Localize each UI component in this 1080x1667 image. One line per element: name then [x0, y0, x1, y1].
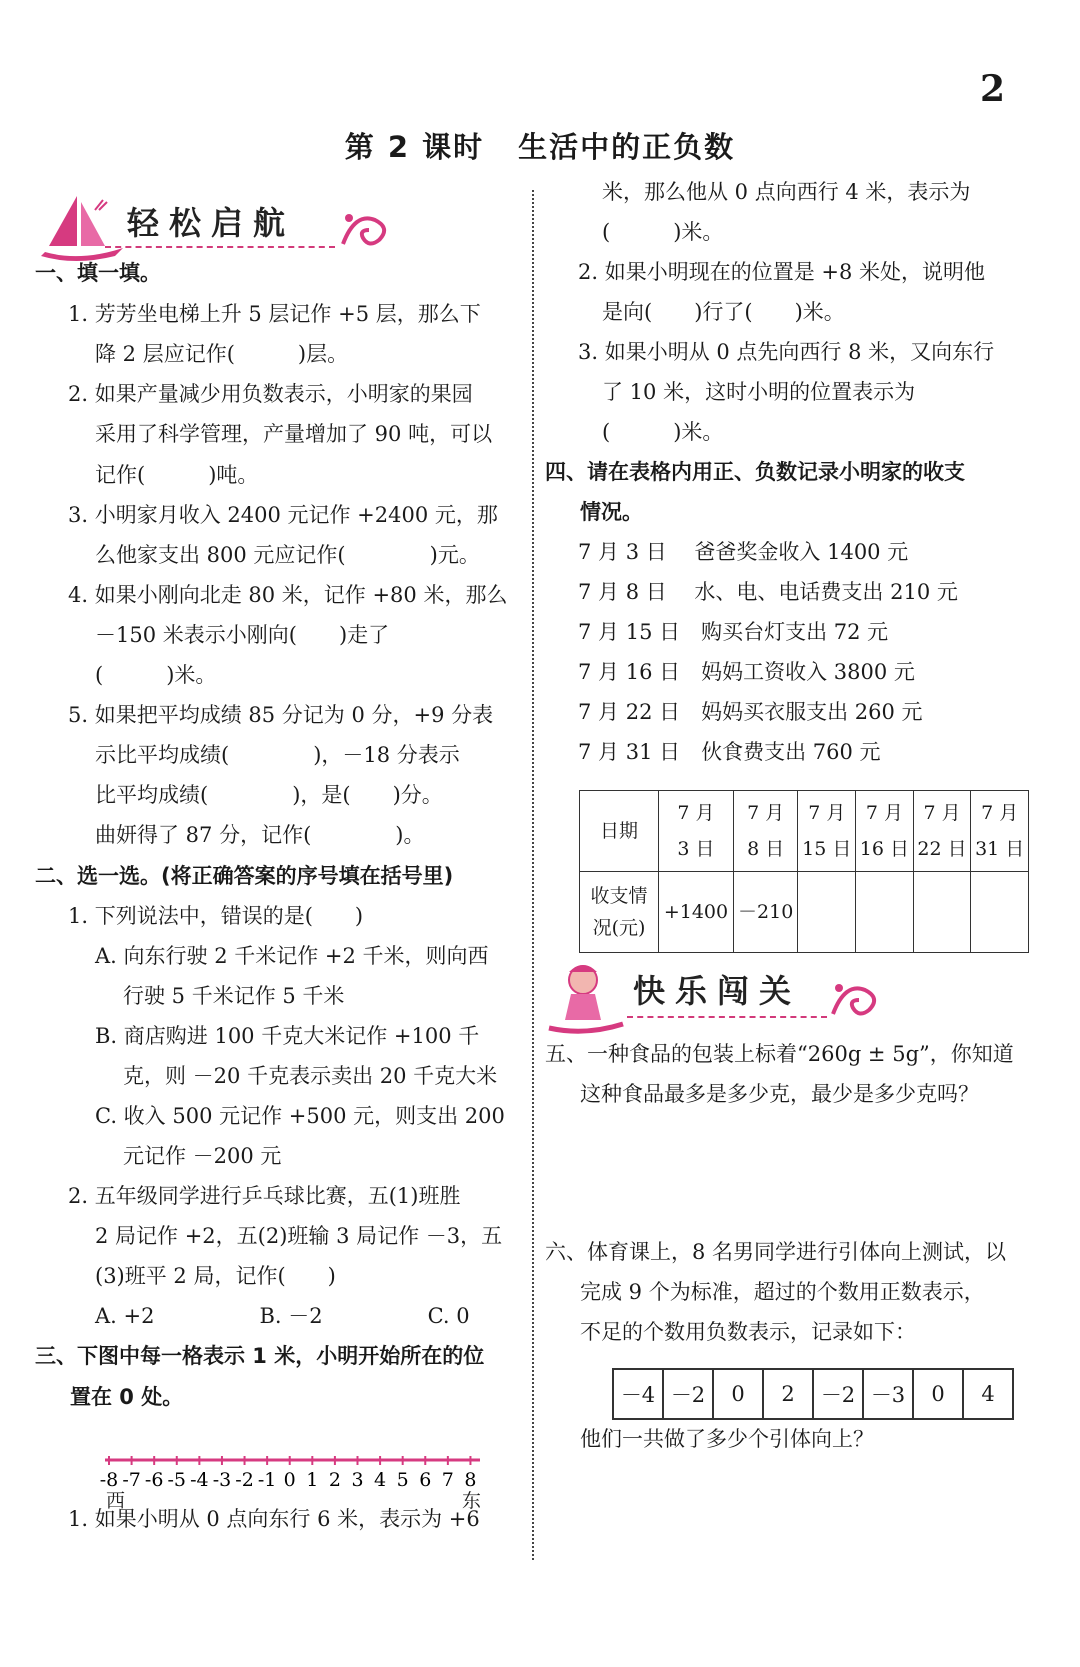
date-line: 7 月: [808, 802, 846, 824]
number-line-label: -8: [99, 1469, 119, 1491]
left-text-line: 1. 下列说法中，错误的是( ): [68, 904, 364, 928]
banner-title-2: 快乐闯关: [633, 972, 802, 1010]
right-text-line: ( )米。: [602, 420, 724, 444]
value-cell: －210: [733, 872, 798, 953]
number-line-label: -3: [212, 1469, 232, 1491]
value-cell: [798, 872, 856, 953]
right-text-line: 3. 如果小明从 0 点先向西行 8 米，又向东行: [578, 340, 995, 364]
left-text-line: 4. 如果小刚向北走 80 米，记作 +80 米，那么: [68, 583, 508, 607]
right-text-line: 7 月 15 日 购买台灯支出 72 元: [578, 620, 889, 644]
right-text-line: 7 月 8 日 水、电、电话费支出 210 元: [578, 580, 958, 604]
number-line-label: 4: [374, 1469, 387, 1491]
date-line: 3 日: [677, 838, 715, 860]
pullup-cell: 4: [963, 1369, 1013, 1419]
date-line: 7 月: [677, 802, 715, 824]
right-text-line: 米，那么他从 0 点向西行 4 米，表示为: [602, 180, 971, 204]
date-line: 31 日: [975, 838, 1025, 860]
right-text-line: 7 月 3 日 爸爸奖金收入 1400 元: [578, 540, 909, 564]
lesson-number: 第 2 课时: [344, 130, 485, 164]
date-cell: [856, 791, 914, 872]
income-expense-table: [579, 790, 1029, 953]
banner-wave-2: [627, 1016, 827, 1024]
right-text-line: 7 月 31 日 伙食费支出 760 元: [578, 740, 881, 764]
pullup-cell: 2: [763, 1369, 813, 1419]
value-cell: [913, 872, 971, 953]
number-line-label: 3: [351, 1469, 364, 1491]
lesson-topic: 生活中的正负数: [518, 130, 736, 164]
date-line: 7 月: [923, 802, 961, 824]
right-text-line: 这种食品最多是多少克，最少是多少克吗？: [580, 1082, 979, 1106]
left-text-line: 么他家支出 800 元应记作( )元。: [95, 543, 480, 567]
number-line: [99, 1456, 480, 1496]
left-text-line: 比平均成绩( )，是( )分。: [95, 783, 443, 807]
number-line-label: -1: [257, 1469, 277, 1491]
left-text-line: 采用了科学管理，产量增加了 90 吨，可以: [95, 422, 493, 446]
table-value-row: [580, 872, 1029, 953]
left-text-line: 行驶 5 千米记作 5 千米: [123, 984, 345, 1008]
left-text-line: 1. 如果小明从 0 点向东行 6 米，表示为 +6: [68, 1507, 480, 1531]
number-line-label: -4: [190, 1469, 209, 1491]
left-text-line: A. 向东行驶 2 千米记作 +2 千米，则向西: [95, 944, 489, 968]
left-text-line: A. +2 B. －2 C. 0: [95, 1304, 470, 1328]
left-text-line: 2 局记作 +2，五(2)班输 3 局记作 －3，五: [95, 1224, 503, 1248]
left-text-line: 示比平均成绩( )，－18 分表示: [95, 743, 460, 767]
date-header: 日期: [580, 791, 659, 872]
right-text-line: 是向( )行了( )米。: [602, 300, 845, 324]
value-cell: [856, 872, 914, 953]
date-cell: [798, 791, 856, 872]
west-label: 西: [106, 1490, 126, 1512]
banner-wave: [105, 246, 335, 254]
date-cell: [733, 791, 798, 872]
date-line: 7 月: [865, 802, 903, 824]
right-text-line: 7 月 16 日 妈妈工资收入 3800 元: [578, 660, 915, 684]
date-line: 8 日: [747, 838, 785, 860]
left-section-heading: 三、下图中每一格表示 1 米，小明开始所在的位: [35, 1344, 485, 1368]
swirl-flourish-icon: [335, 204, 395, 254]
right-text-line: 了 10 米，这时小明的位置表示为: [602, 380, 916, 404]
right-text-line: 不足的个数用负数表示，记录如下：: [580, 1320, 916, 1344]
left-section-heading: 二、选一选。(将正确答案的序号填在括号里): [35, 864, 454, 888]
pullup-cell: －3: [863, 1369, 913, 1419]
number-line-axis: [99, 1456, 480, 1496]
value-cell: +1400: [659, 872, 734, 953]
banner-title: 轻松启航: [127, 204, 296, 242]
number-line-label: 5: [396, 1469, 409, 1491]
page-number: 2: [980, 68, 1006, 110]
number-line-label: 8: [464, 1469, 477, 1491]
right-section-heading: 四、请在表格内用正、负数记录小明家的收支: [545, 460, 965, 484]
left-text-line: 记作( )吨。: [95, 463, 259, 487]
row-label-line: 收支情: [590, 885, 648, 907]
pullup-cell: －2: [663, 1369, 713, 1419]
date-cell: [913, 791, 971, 872]
pullup-cell: 0: [913, 1369, 963, 1419]
left-text-line: B. 商店购进 100 千克大米记作 +100 千: [95, 1024, 480, 1048]
date-line: 15 日: [802, 838, 852, 860]
left-text-line: ( )米。: [95, 663, 217, 687]
right-text-line: 五、一种食品的包装上标着“260g ± 5g”，你知道: [545, 1042, 1014, 1066]
right-text-line: 六、体育课上，8 名男同学进行引体向上测试，以: [545, 1240, 1007, 1264]
pullup-cell: 0: [713, 1369, 763, 1419]
left-text-line: 曲妍得了 87 分，记作( )。: [95, 823, 425, 847]
row-label: [580, 872, 659, 953]
pullup-table: [612, 1368, 1014, 1420]
number-line-label: -7: [122, 1469, 141, 1491]
table-header-row: [580, 791, 1029, 872]
left-text-line: 克，则 －20 千克表示卖出 20 千克大米: [123, 1064, 498, 1088]
row-label-line: 况(元): [592, 917, 646, 939]
number-line-label: -5: [167, 1469, 187, 1491]
value-cell: [971, 872, 1029, 953]
child-character-icon: [545, 958, 625, 1036]
left-text-line: 3. 小明家月收入 2400 元记作 +2400 元，那: [68, 503, 498, 527]
left-text-line: 5. 如果把平均成绩 85 分记为 0 分，+9 分表: [68, 703, 494, 727]
banner-happy-challenge: [545, 958, 885, 1040]
date-line: 7 月: [747, 802, 785, 824]
date-line: 16 日: [859, 838, 910, 860]
date-cell: [971, 791, 1029, 872]
number-line-label: 6: [419, 1469, 432, 1491]
left-section-heading: 置在 0 处。: [70, 1385, 184, 1409]
right-text-line: ( )米。: [602, 220, 724, 244]
date-line: 7 月: [981, 802, 1019, 824]
right-text-line: 2. 如果小明现在的位置是 +8 米处，说明他: [578, 260, 986, 284]
left-text-line: －150 米表示小刚向( )走了: [95, 623, 390, 647]
right-text-line: 完成 9 个为标准，超过的个数用正数表示，: [580, 1280, 985, 1304]
pullup-cell: －2: [813, 1369, 863, 1419]
pullup-row: [613, 1369, 1013, 1419]
left-text-line: C. 收入 500 元记作 +500 元，则支出 200: [95, 1104, 505, 1128]
pullup-cell: －4: [613, 1369, 663, 1419]
left-text-line: 2. 五年级同学进行乒乓球比赛，五(1)班胜: [68, 1184, 461, 1208]
number-line-label: 2: [328, 1469, 341, 1491]
number-line-label: -6: [144, 1469, 164, 1491]
date-cell: [659, 791, 734, 872]
left-text-line: 降 2 层应记作( )层。: [95, 342, 349, 366]
number-line-label: 7: [441, 1469, 454, 1491]
number-line-label: -2: [235, 1469, 254, 1491]
east-label: 东: [462, 1490, 482, 1512]
date-line: 22 日: [917, 838, 967, 860]
left-text-line: 元记作 －200 元: [123, 1144, 282, 1168]
column-divider: [532, 190, 534, 1560]
number-line-label: 0: [283, 1469, 296, 1491]
right-section-heading: 情况。: [580, 500, 643, 524]
number-line-label: 1: [306, 1469, 319, 1491]
left-text-line: (3)班平 2 局，记作( ): [95, 1264, 336, 1288]
page-title: [0, 125, 1080, 166]
swirl-flourish-icon-2: [825, 974, 885, 1024]
left-text-line: 1. 芳芳坐电梯上升 5 层记作 +5 层，那么下: [68, 302, 481, 326]
left-text-line: 2. 如果产量减少用负数表示，小明家的果园: [68, 382, 473, 406]
right-text-line: 他们一共做了多少个引体向上？: [580, 1427, 874, 1451]
right-text-line: 7 月 22 日 妈妈买衣服支出 260 元: [578, 700, 923, 724]
left-section-heading: 一、填一填。: [35, 261, 161, 285]
